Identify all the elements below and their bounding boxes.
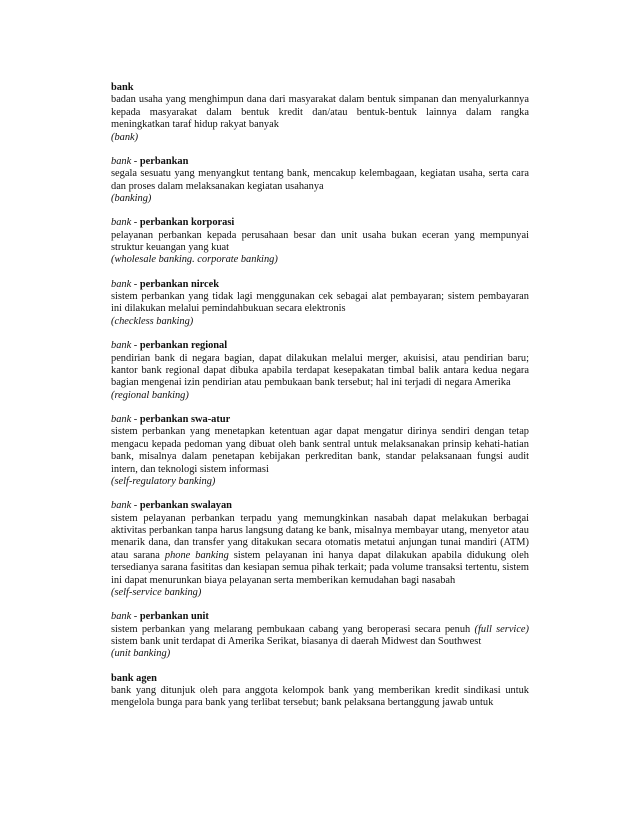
definition-foreign-term: (full service) xyxy=(474,623,529,635)
definition-foreign-term: phone banking xyxy=(164,549,229,561)
entry-definition: segala sesuatu yang menyangkut tentang bank, mencakup kelembagaan, kegiatan usaha, serta cara dan proses dalam melaksanakan kegiatan usahanya xyxy=(111,168,529,192)
entry-definition: bank yang ditunjuk oleh para anggota kelompok bank yang memberikan kredit sindikasi untuk mengelola bunga para bank yang terlibat tersebut; bank pelaksana bertanggung jawab untuk xyxy=(111,685,529,709)
entry-term: perbankan regional xyxy=(139,340,228,352)
entry-definition: pendirian bank di negara bagian, dapat dilakukan melalui merger, akuisisi, atau pendirian baru; kantor bank regional dapat dibuka apabila terdapat kesepakatan timbal balik antara kedua negara bagian mengenai izin pendirian atau pembukaan bank tersebut; hal ini terjadi di negara Amerika xyxy=(111,352,529,389)
entry-equivalent: (regional banking) xyxy=(111,389,189,401)
dictionary-page xyxy=(111,82,529,710)
entry-heading: bank - perbankan korporasi xyxy=(111,217,235,229)
entry-definition: sistem perbankan yang menetapkan ketentuan agar dapat mengatur dirinya sendiri dengan tetap mengacu kepada pedoman yang dibuat oleh bank sentral untuk melaksanakan prinsip kehati-hatian bank, misalnya dalam penetapan kebijakan perkreditan bank, standar pelaksanaan fungsi audit intern, dan teknologi sistem informasi xyxy=(111,426,529,475)
entry-term: perbankan korporasi xyxy=(139,217,235,229)
entry-bank xyxy=(111,82,529,144)
entry-heading: bank - perbankan nircek xyxy=(111,278,220,290)
entry-parent-term: bank xyxy=(111,217,132,229)
entry-definition: pelayanan perbankan kepada perusahaan besar dan unit usaha bukan eceran yang mempunyai struktur keuangan yang kuat xyxy=(111,229,529,254)
entry-parent-term: bank xyxy=(111,278,132,290)
entry-definition xyxy=(111,513,529,587)
entry-parent-term: bank xyxy=(111,500,132,512)
entry-term: perbankan xyxy=(139,155,189,167)
entry-equivalent: (banking) xyxy=(111,193,152,205)
entry-perbankan-regional xyxy=(111,340,529,402)
entry-term: perbankan swalayan xyxy=(139,500,232,512)
entry-heading: bank - perbankan regional xyxy=(111,340,228,352)
entry-perbankan-korporasi xyxy=(111,217,529,267)
entry-perbankan xyxy=(111,156,529,206)
entry-parent-term: bank xyxy=(111,413,132,425)
entry-parent-term: bank xyxy=(111,155,132,167)
entry-perbankan-unit xyxy=(111,611,529,661)
entry-parent-term: bank xyxy=(111,340,132,352)
entry-equivalent: (unit banking) xyxy=(111,648,171,660)
entry-parent-term: bank xyxy=(111,611,132,623)
definition-text: sistem pelayanan ini hanya dapat dilakukan apabila didukung oleh tersedianya sarana fasititas dan kesiapan semua pihak terkait; pada volume transaksi tertentu, sistem ini dapat menurunkan biaya pelayanan serta memberikan kemudahan bagi nasabah xyxy=(111,549,529,586)
entry-equivalent: (self-service banking) xyxy=(111,587,202,598)
entry-equivalent: (wholesale banking. corporate banking) xyxy=(111,254,278,266)
entry-term: perbankan swa-atur xyxy=(139,413,231,425)
definition-text: sistem bank unit terdapat di Amerika Serikat, biasanya di daerah Midwest dan Southwest xyxy=(111,636,482,648)
entry-equivalent: (checkless banking) xyxy=(111,315,194,327)
entry-definition xyxy=(111,624,529,649)
entry-term: perbankan nircek xyxy=(139,278,220,290)
entry-bank-agen xyxy=(111,673,529,710)
entry-heading: bank - perbankan swalayan xyxy=(111,500,232,512)
entry-heading: bank - perbankan xyxy=(111,155,189,167)
entry-perbankan-swa-atur xyxy=(111,414,529,488)
entry-term: perbankan unit xyxy=(139,611,209,623)
entry-perbankan-swalayan xyxy=(111,500,529,599)
entry-term: bank agen xyxy=(111,672,157,684)
entry-definition: badan usaha yang menghimpun dana dari masyarakat dalam bentuk simpanan dan menyalurkannya kepada masyarakat dalam bentuk kredit dan/atau bentuk-bentuk lainnya dalam rangka meningkatkan taraf hidup rakyat banyak xyxy=(111,94,529,131)
entry-heading xyxy=(111,82,529,94)
definition-text: sistem perbankan yang melarang pembukaan cabang yang beroperasi secara penuh xyxy=(111,623,475,635)
entry-equivalent: (self-regulatory banking) xyxy=(111,475,216,487)
entry-term: bank xyxy=(111,82,134,93)
entry-definition: sistem perbankan yang tidak lagi menggunakan cek sebagai alat pembayaran; sistem pembayaran ini dilakukan melalui pemindahbukuan secara elektronis xyxy=(111,291,529,315)
entry-perbankan-nircek xyxy=(111,279,529,329)
entry-equivalent: (bank) xyxy=(111,131,139,143)
definition-text: sistem pelayanan perbankan terpadu yang memungkinkan nasabah dapat melakukan berbagai aktivitas perbankan tanpa harus langsung datang ke bank, misalnya membayar utang, menyetor atau menarik dana, dan transfer yang ditakukan secara otomatis metatui anjungan tunai mandiri (ATM) atau sarana xyxy=(111,512,529,561)
entry-heading: bank - perbankan swa-atur xyxy=(111,413,231,425)
entry-heading: bank - perbankan unit xyxy=(111,611,209,623)
entry-heading xyxy=(111,673,529,685)
